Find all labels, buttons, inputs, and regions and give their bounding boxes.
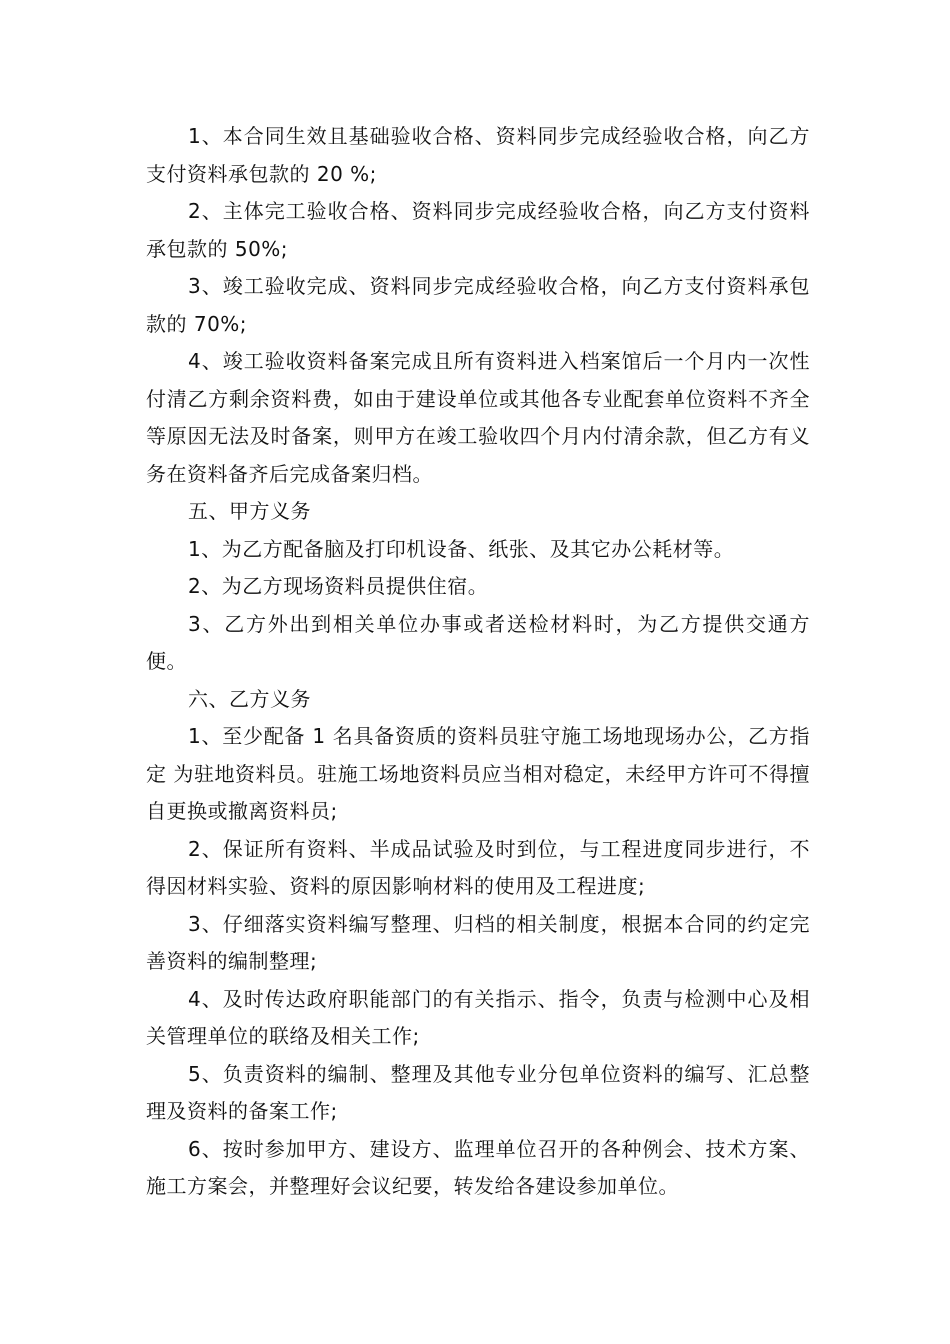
party-b-duty-5: 5、负责资料的编制、整理及其他专业分包单位资料的编写、汇总整理及资料的备案工作;	[146, 1061, 810, 1123]
payment-clause-4: 4、竣工验收资料备案完成且所有资料进入档案馆后一个月内一次性付清乙方剩余资料费，如由于建设单位或其他各专业配套单位资料不齐全等原因无法及时备案，则甲方在竣工验收四个月内付清余款，但乙方有义务在资料备齐后完成备案归档。	[146, 349, 810, 486]
section-heading-party-b-duties: 六、乙方义务	[188, 686, 311, 711]
party-a-duty-3: 3、乙方外出到相关单位办事或者送检材料时，为乙方提供交通方便。	[146, 611, 810, 673]
section-heading-party-a-duties: 五、甲方义务	[188, 499, 311, 523]
party-b-duty-1: 1、至少配备 1 名具备资质的资料员驻守施工场地现场办公，乙方指定 为驻地资料员。驻施工场地资料员应当相对稳定，未经甲方许可不得擅自更换或撤离资料员;	[146, 724, 810, 823]
document-body	[146, 118, 810, 1206]
payment-clause-3: 3、竣工验收完成、资料同步完成经验收合格，向乙方支付资料承包款的 70%;	[146, 274, 810, 336]
party-b-duty-6: 6、按时参加甲方、建设方、监理单位召开的各种例会、技术方案、施工方案会，并整理好会议纪要，转发给各建设参加单位。	[146, 1136, 810, 1198]
party-b-duty-2: 2、保证所有资料、半成品试验及时到位，与工程进度同步进行，不得因材料实验、资料的原因影响材料的使用及工程进度;	[146, 836, 810, 898]
party-a-duty-1: 1、为乙方配备脑及打印机设备、纸张、及其它办公耗材等。	[188, 536, 735, 561]
party-b-duty-3: 3、仔细落实资料编写整理、归档的相关制度，根据本合同的约定完善资料的编制整理;	[146, 911, 810, 973]
party-b-duty-4: 4、及时传达政府职能部门的有关指示、指令，负责与检测中心及相关管理单位的联络及相关工作;	[146, 986, 810, 1048]
party-a-duty-2: 2、为乙方现场资料员提供住宿。	[188, 574, 489, 598]
payment-clause-2: 2、主体完工验收合格、资料同步完成经验收合格，向乙方支付资料承包款的 50%;	[146, 199, 810, 261]
payment-clause-1: 1、本合同生效且基础验收合格、资料同步完成经验收合格，向乙方支付资料承包款的 20 %;	[146, 124, 810, 186]
